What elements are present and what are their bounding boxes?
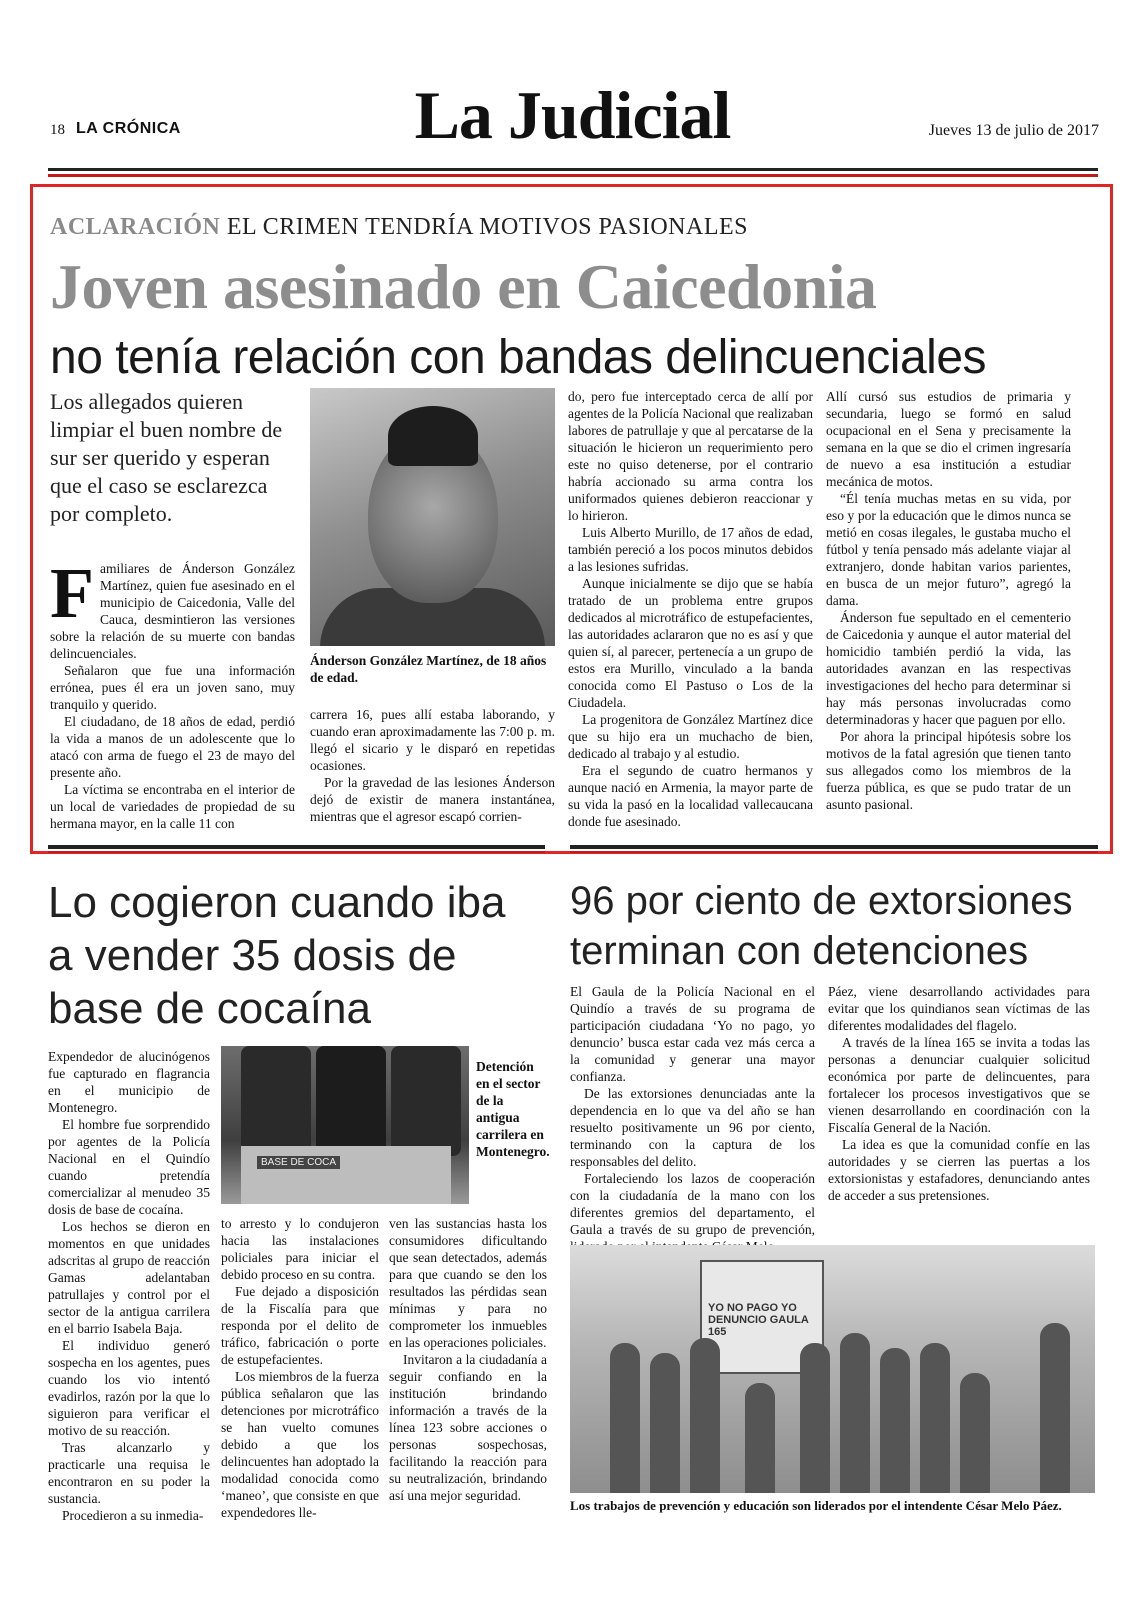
- gaula-sign-text: YO NO PAGO YO DENUNCIO GAULA 165: [708, 1302, 809, 1338]
- story2-col-3-p1: Invitaron a la ciudadanía a seguir confiando en la institución brindando información a través de la línea 123 sobre acciones o personas sospechosas, facilitando la reacción para su neutralización, brindando así una mejor seguridad.: [389, 1352, 547, 1503]
- main-lead: Los allegados quieren limpiar el buen nombre de sur ser querido y esperan que el caso se esclarezca por completo.: [50, 389, 283, 526]
- story3-headline: 96 por ciento de extorsiones terminan con detenciones: [570, 879, 1073, 973]
- main-col-4-p3: Por ahora la principal hipótesis sobre los motivos de la fatal agresión que tienen tanto sus allegados como los miembros de la fuerza pública, es que se pudo tratar de un asunto pasional.: [826, 729, 1071, 812]
- story2-col-1-p3: El individuo generó sospecha en los agentes, pues cuando los vio intentó evadirlos, razón por la que lo siguieron para verificar el motivo de su reacción.: [48, 1338, 210, 1438]
- main-col-2: [310, 706, 555, 825]
- main-col-1: [50, 553, 295, 832]
- main-col-4-p0: Allí cursó sus estudios de primaria y secundaria, luego se formó en salud ocupacional en el Sena y precisamente la semana en la que se dio el crimen ingresaría de nuevo a esa institución a estudiar mecánica de motos.: [826, 389, 1071, 489]
- story2-col-2-p0: to arresto y lo condujeron hacia las instalaciones policiales para iniciar el debido proceso en su contra.: [221, 1216, 379, 1282]
- story3-col-1: [570, 983, 815, 1255]
- drop-cap: F: [50, 553, 94, 633]
- story2-col-1-p1: El hombre fue sorprendido por agentes de la Policía Nacional en el Quindío cuando pretendía comercializar al menudeo 35 dosis de base de cocaína.: [48, 1117, 210, 1217]
- prevention-group-photo: [570, 1245, 1095, 1493]
- story2-col-3: [389, 1215, 547, 1504]
- main-col-3-p1: Luis Alberto Murillo, de 17 años de edad, también pereció a los pocos minutos debidos a las lesiones sufridas.: [568, 525, 813, 574]
- kicker-text: EL CRIMEN TENDRÍA MOTIVOS PASIONALES: [226, 214, 748, 240]
- victim-photo-caption: Ánderson González Martínez, de 18 años de edad.: [310, 653, 547, 685]
- main-col-3: [568, 388, 813, 830]
- story2-rule: [48, 845, 545, 849]
- arrest-photo-label: BASE DE COCA: [257, 1156, 340, 1169]
- story2-col-1-p2: Los hechos se dieron en momentos en que unidades adscritas al grupo de reacción Gamas adelantaban patrullajes y control por el sector de la antigua carrilera en el barrio Isabela Baja.: [48, 1219, 210, 1336]
- section-title: La Judicial: [414, 77, 731, 153]
- main-col-1-p2: El ciudadano, de 18 años de edad, perdió la vida a manos de un adolescente que lo atacó con arma de fuego el 23 de mayo del presente año.: [50, 714, 295, 780]
- newspaper-name: LA CRÓNICA: [76, 120, 181, 137]
- story2-col-2-p1: Fue dejado a disposición de la Fiscalía para que responda por el delito de tráfico, fabricación o porte de estupefacientes.: [221, 1284, 379, 1367]
- story2-col-1-p4: Tras alcanzarlo y practicarle una requisa le encontraron en su poder la sustancia.: [48, 1440, 210, 1506]
- main-col-1-p1: Señalaron que fue una información errónea, pues él era un joven sano, muy tranquilo y querido.: [50, 663, 295, 712]
- main-col-4: [826, 388, 1071, 813]
- story2-col-1-p0: Expendedor de alucinógenos fue capturado en flagrancia en el municipio de Montenegro.: [48, 1049, 210, 1115]
- victim-photo: [310, 388, 555, 646]
- main-col-3-p4: Era el segundo de cuatro hermanos y aunque nació en Armenia, la mayor parte de su vida la pasó en la localidad vallecaucana donde fue asesinado.: [568, 763, 813, 829]
- arrest-photo-caption: Detención en el sector de la antigua carrilera en Montenegro.: [476, 1059, 550, 1159]
- story2-red-rule: [48, 851, 545, 853]
- masthead-rule: [48, 168, 1098, 171]
- main-col-2-p1: Por la gravedad de las lesiones Ánderson dejó de existir de manera instantánea, mientras que el agresor escapó corrien-: [310, 775, 555, 824]
- page-number: 18: [50, 122, 65, 138]
- masthead-red-rule: [48, 174, 1098, 177]
- story3-rule: [570, 845, 1098, 849]
- main-col-4-p1: “Él tenía muchas metas en su vida, por eso y por la educación que le dimos nunca se metió en cosas ilegales, le gustaba mucho el fútbol y tenía pensado más adelante viajar al extranjero, donde habitan varios parientes, en busca de un mejor futuro”, agregó la dama.: [826, 491, 1071, 608]
- story3-red-rule: [570, 851, 1098, 853]
- prevention-photo-caption: Los trabajos de prevención y educación son liderados por el intendente César Melo Páez.: [570, 1498, 1062, 1513]
- story3-col-2: [828, 983, 1090, 1204]
- main-col-3-p0: do, pero fue interceptado cerca de allí por agentes de la Policía Nacional que realizaban labores de patrullaje y que al percatarse de la situación le hicieron un requerimiento pero este no quiso detenerse, por el contrario habría accionado su arma contra los uniformados quienes debieron reaccionar y lo hirieron.: [568, 389, 813, 523]
- story2-col-1: [48, 1048, 210, 1524]
- main-col-1-p3: La víctima se encontraba en el interior de un local de variedades de propiedad de su hermana mayor, en la calle 11 con: [50, 782, 295, 831]
- main-col-3-p3: La progenitora de González Martínez dice que su hijo era un muchacho de bien, dedicado al trabajo y al estudio.: [568, 712, 813, 761]
- story2-col-2: [221, 1215, 379, 1521]
- story3-col-1-p1: De las extorsiones denunciadas ante la dependencia en lo que va del año se han resuelto positivamente un 96 por ciento, terminando con la captura de los responsables del delito.: [570, 1086, 815, 1169]
- kicker: [50, 214, 748, 241]
- main-col-1-p0: Familiares de Ánderson González Martínez, quien fue asesinado en el municipio de Caicedonia, Valle del Cauca, desmintieron las versiones sobre la relación de su muerte con bandas delincuenciales.: [50, 553, 295, 661]
- main-col-3-p2: Aunque inicialmente se dijo que se había tratado de un problema entre grupos dedicados al microtráfico de estupefacientes, las autoridades aclararon que no es así y que quien sí, al parecer, pertenecía a un grupo de estos era Murillo, vinculado a la banda conocida como El Pastuso o Los de la Ciudadela.: [568, 576, 813, 710]
- story3-col-2-p2: La idea es que la comunidad confíe en las autoridades y se cierren las puertas a los extorsionistas y estafadores, denunciando antes de acceder a sus pretensiones.: [828, 1137, 1090, 1203]
- story3-col-2-p1: A través de la línea 165 se invita a todas las personas a denunciar cualquier solicitud económica por parte de delincuentes, para fortalecer los procesos investigativos que se vienen desarrollando en coordinación con la Fiscalía General de la Nación.: [828, 1035, 1090, 1135]
- issue-date: Jueves 13 de julio de 2017: [928, 122, 1099, 139]
- story2-col-2-p2: Los miembros de la fuerza pública señalaron que las detenciones por microtráfico se han vuelto comunes debido a que los delincuentes han adoptado la modalidad conocida como ‘maneo’, que consiste en que expendedores lle-: [221, 1369, 379, 1520]
- main-col-4-p2: Ánderson fue sepultado en el cementerio de Caicedonia y aunque el autor material del homicidio también perdió la vida, las autoridades avanzan en las respectivas investigaciones del hecho para determinar si hay más personas involucradas como determinadoras y hacer que paguen por ello.: [826, 610, 1071, 727]
- main-headline: Joven asesinado en Caicedonia: [50, 251, 877, 322]
- story2-col-1-p5: Procedieron a su inmedia-: [62, 1508, 204, 1523]
- story3-col-1-p2: Fortaleciendo los lazos de cooperación con la ciudadanía de la mano con los diferentes gremios del departamento, el Gaula a través de su grupo de prevención,: [570, 1171, 815, 1237]
- story3-col-2-p0: Páez, viene desarrollando actividades para evitar que los quindianos sean víctimas de las diferentes modalidades del flagelo.: [828, 984, 1090, 1033]
- story2-col-3-p0: ven las sustancias hasta los consumidores dificultando que sean detectados, además para que cuando se den los resultados las pérdidas sean mínimas y para no comprometer los inmuebles en las operaciones policiales.: [389, 1216, 547, 1350]
- main-subheadline: no tenía relación con bandas delincuenciales: [50, 331, 987, 384]
- main-col-2-p0: carrera 16, pues allí estaba laborando, y cuando eran aproximadamente las 7:00 p. m. llegó el sicario y le disparó en repetidas ocasiones.: [310, 707, 555, 773]
- story3-col-1-p0: El Gaula de la Policía Nacional en el Quindío a través de su programa de participación ciudadana ‘Yo no pago, yo denuncio’ busca estar cada vez más cerca a la comunidad y generar una mayor confianza.: [570, 984, 815, 1084]
- kicker-label: ACLARACIÓN: [50, 214, 221, 240]
- story2-headline: Lo cogieron cuando iba a vender 35 dosis de base de cocaína: [48, 878, 506, 1033]
- arrest-photo: [221, 1046, 469, 1204]
